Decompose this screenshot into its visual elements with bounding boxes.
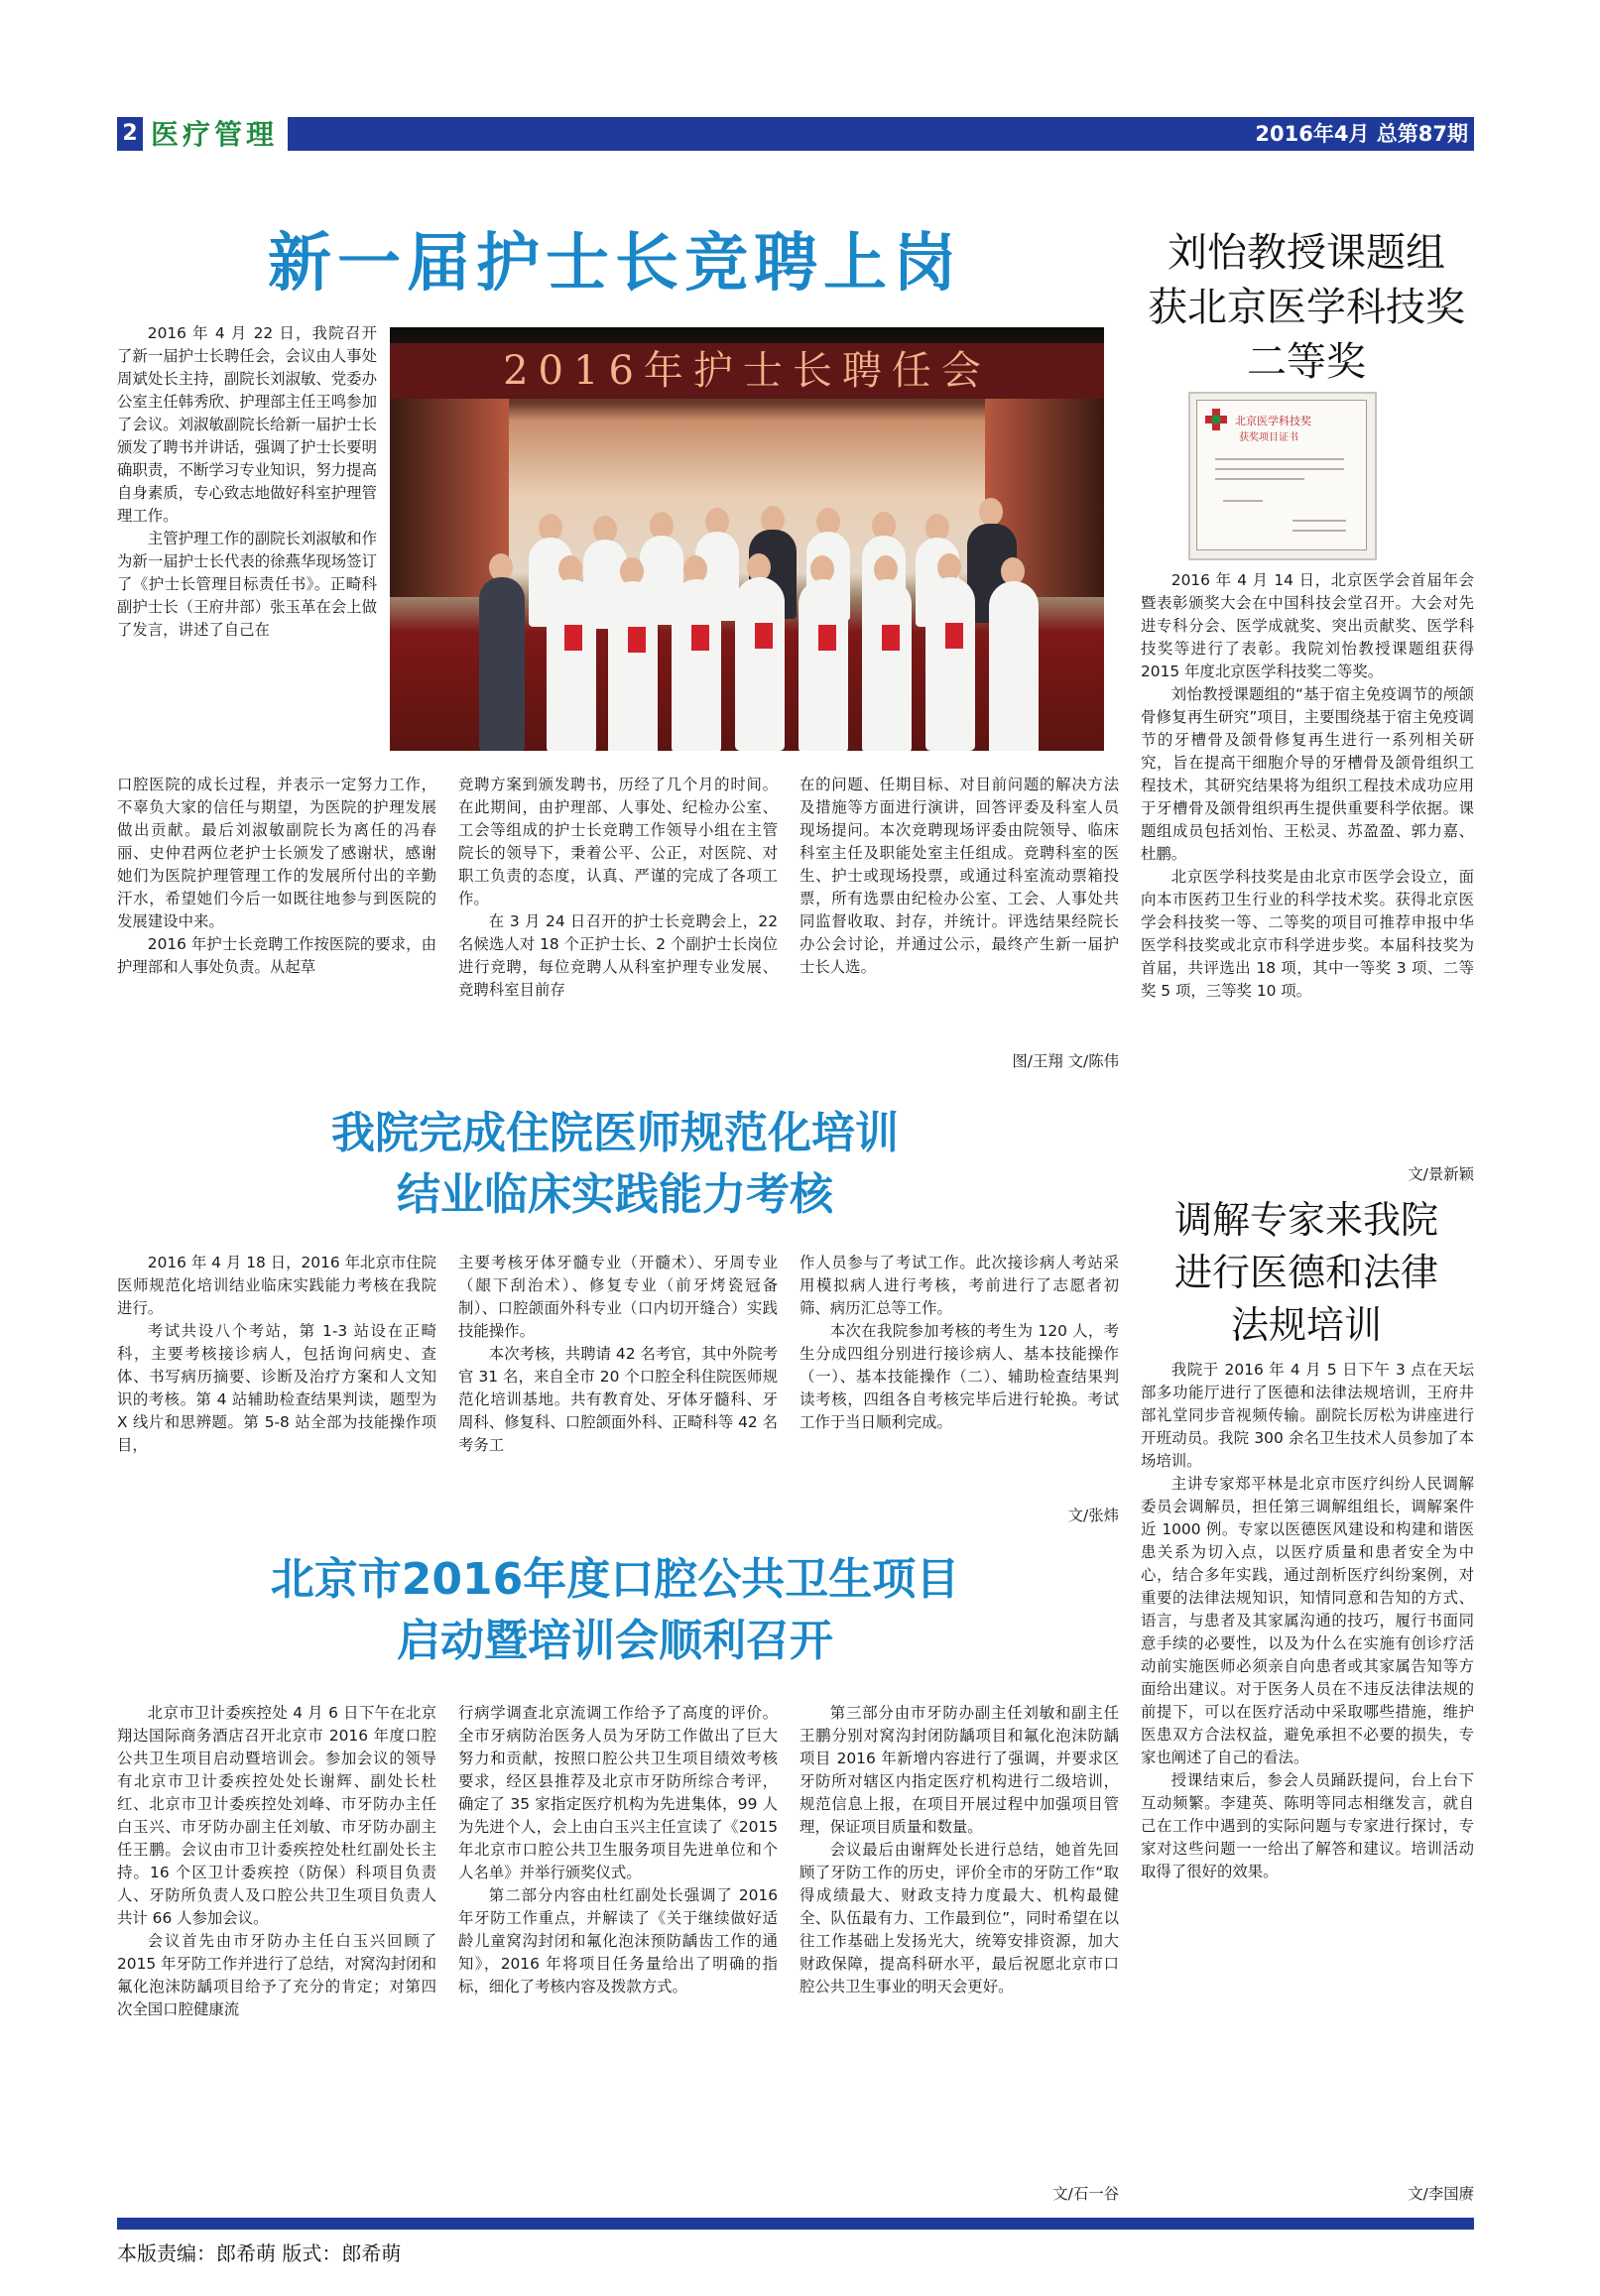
article2-col2 (458, 1252, 778, 1457)
footer-bar (117, 2218, 1474, 2230)
nurse-group-photo (390, 327, 1104, 751)
article3-col2 (458, 1702, 778, 1998)
side2-title (1139, 1194, 1474, 1352)
side1-title (1139, 226, 1474, 390)
article1-col1b (117, 774, 436, 979)
article1-para: 在 3 月 24 日召开的护士长竞聘会上，22 名候选人对 18 个正护士长、2 个副护士长岗位进行竞聘，每位竞聘人从科室护理专业发展、竞聘科室目前存 (458, 912, 778, 999)
article2-para: 主要考核牙体牙髓专业（开髓术）、牙周专业（龈下刮治术）、修复专业（前牙烤瓷冠备制）、口腔颌面外科专业（口内切开缝合）实践技能操作。 (458, 1254, 778, 1340)
article2-credit: 文/张炜 (1067, 1507, 1119, 1524)
article1-para: 在的问题、任期目标、对目前问题的解决方法及措施等方面进行演讲，回答评委及科室人员现场提问。本次竞聘现场评委由院领导、临床科室主任及职能处室主任组成。竞聘科室的医生、护士或现场投票，或通过科室流动票箱投票，所有选票由纪检办公室、工会、人事处共同监督收取、封存，并统计。评选结果经院长办公会讨论，并通过公示，最终产生新一届护士长人选。 (800, 776, 1119, 976)
article3-col1 (117, 1702, 436, 2021)
article3-para: 会议首先由市牙防办主任白玉兴回顾了 2015 年牙防工作并进行了总结，对窝沟封闭和氟化泡沫防龋项目给予了充分的肯定；对第四次全国口腔健康流 (117, 1932, 436, 2018)
side2-para: 授课结束后，参会人员踊跃提问，台上台下互动频繁。李建英、陈明等同志相继发言，就自己在工作中遇到的实际问题与专家进行探讨，专家对这些问题一一给出了解答和建议。培训活动取得了很好的效果。 (1141, 1771, 1474, 1880)
article1-col2 (458, 774, 778, 1002)
article2-title-line: 我院完成住院医师规范化培训 (331, 1108, 899, 1158)
page-number: 2 (122, 121, 138, 146)
side2-title-line: 法规培训 (1230, 1303, 1382, 1347)
article3-para: 北京市卫计委疾控处 4 月 6 日下午在北京翔达国际商务酒店召开北京市 2016 年度口腔公共卫生项目启动暨培训会。参加会议的领导有北京市卫计委疾控处处长谢辉、副处长杜红、北京市卫计委疾控处刘峰、市牙防办主任白玉兴、市牙防办副主任刘敏、市牙防办副主任王鹏。会议由市卫计委疾控处杜红副处长主持。16 个区卫计委疾控（防保）科项目负责人、牙防所负责人及口腔公共卫生项目负责人共计 66 人参加会议。 (117, 1704, 436, 1927)
side2-para: 我院于 2016 年 4 月 5 日下午 3 点在天坛部多功能厅进行了医德和法律法规培训，王府井部礼堂同步音视频传输。副院长厉松为讲座进行开班动员。我院 300 余名卫生技术人员参加了本场培训。 (1141, 1361, 1474, 1470)
article1-para: 竞聘方案到颁发聘书，历经了几个月的时间。在此期间，由护理部、人事处、纪检办公室、工会等组成的护士长竞聘工作领导小组在主管院长的领导下，秉着公平、公正，对医院、对职工负责的态度，认真、严谨的完成了各项工作。 (458, 776, 778, 907)
side2-title-line: 调解专家来我院 (1173, 1198, 1438, 1242)
article3-para: 第二部分内容由杜红副处长强调了 2016 年牙防工作重点，并解读了《关于继续做好适龄儿童窝沟封闭和氟化泡沫预防龋齿工作的通知》，2016 年将项目任务量给出了明确的指标，细化了考核内容及拨款方式。 (458, 1886, 778, 1995)
award-certificate (1196, 400, 1367, 550)
article3-credit: 文/石一谷 (1052, 2185, 1119, 2203)
side1-title-line: 二等奖 (1247, 339, 1366, 385)
article1-title: 新一届护士长竞聘上岗 (268, 227, 962, 301)
article2-para: 2016 年 4 月 18 日，2016 年北京市住院医师规范化培训结业临床实践能力考核在我院进行。 (117, 1254, 436, 1317)
article3-para: 第三部分由市牙防办副主任刘敏和副主任王鹏分别对窝沟封闭防龋项目和氟化泡沫防龋项目 2016 年新增内容进行了强调，并要求区牙防所对辖区内指定医疗机构进行二级培训，规范信息上报，在项目开展过程中加强项目管理，保证项目质量和数量。 (800, 1704, 1119, 1836)
side1-para: 2016 年 4 月 14 日，北京医学会首届年会暨表彰颁奖大会在中国科技会堂召开。大会对先进专科分会、医学成就奖、突出贡献奖、医学科技奖等进行了表彰。我院刘怡教授课题组获得 2015 年度北京医学科技奖二等奖。 (1141, 571, 1474, 680)
article2-para: 作人员参与了考试工作。此次接诊病人考站采用模拟病人进行考核，考前进行了志愿者初筛、病历汇总等工作。 (800, 1254, 1119, 1317)
certificate-subtitle: 获奖项目证书 (1239, 432, 1298, 443)
article3-para: 会议最后由谢辉处长进行总结，她首先回顾了牙防工作的历史，评价全市的牙防工作“取得成绩最大、财政支持力度最大、机构最健全、队伍最有力、工作最到位”，同时希望在以往工作基础上发扬光大，统筹安排资源，加大财政保障，提高科研水平，最后祝愿北京市口腔公共卫生事业的明天会更好。 (800, 1841, 1119, 1995)
article1-para: 2016 年护士长竞聘工作按医院的要求，由护理部和人事处负责。从起草 (117, 935, 436, 976)
article1-credit: 图/王翔 文/陈伟 (1012, 1052, 1119, 1070)
article2-para: 考试共设八个考站，第 1-3 站设在正畸科，主要考核接诊病人，包括询问病史、查体、书写病历摘要、诊断及治疗方案和人文知识的考核。第 4 站辅助检查结果判读，题型为 X 线片和思辨题。第 5-8 站全部为技能操作项目， (117, 1322, 436, 1454)
side1-title-line: 刘怡教授课题组 (1168, 230, 1445, 276)
article2-col3 (800, 1252, 1119, 1434)
article1-col3 (800, 774, 1119, 979)
article1-para: 2016 年 4 月 22 日，我院召开了新一届护士长聘任会，会议由人事处周斌处长主持，副院长刘淑敏、党委办公室主任韩秀欣、护理部主任王鸣参加了会议。刘淑敏副院长给新一届护士长颁发了聘书并讲话，强调了护士长要明确职责，不断学习专业知识，努力提高自身素质，专心致志地做好科室护理管理工作。 (117, 324, 377, 525)
article3-title-line: 北京市2016年度口腔公共卫生项目 (270, 1554, 960, 1605)
photo-banner-text: 2016年护士长聘任会 (503, 348, 991, 394)
article3-para: 行病学调查北京流调工作给予了高度的评价。全市牙病防治医务人员为牙防工作做出了巨大努力和贡献，按照口腔公共卫生项目绩效考核要求，经区县推荐及北京市牙防所综合考评，确定了 35 家指定医疗机构为先进集体，99 人为先进个人，会上由白玉兴主任宣读了《2015 年北京市口腔公共卫生服务项目先进单位和个人名单》并举行颁奖仪式。 (458, 1704, 778, 1881)
side1-title-line: 获北京医学科技奖 (1148, 285, 1465, 330)
side2-para: 主讲专家郑平林是北京市医疗纠纷人民调解委员会调解员，担任第三调解组组长，调解案件近 1000 例。专家以医德医风建设和构建和谐医患关系为切入点，以医疗质量和患者安全为中心，结合多年实践，通过剖析医疗纠纷案例，对重要的法律法规知识，知情同意和告知的方式、语言，与患者及其家属沟通的技巧，履行书面同意手续的必要性，以及为什么在实施有创诊疗活动前实施医师必须亲自向患者或其家属告知等方面给出建议。对于医务人员在不违反法律法规的前提下，可以在医疗活动中采取哪些措施，维护医患双方合法权益，避免承担不必要的损失，专家也阐述了自己的看法。 (1141, 1475, 1474, 1766)
side2-credit: 文/李国赓 (1408, 2185, 1474, 2203)
article2-para: 本次在我院参加考核的考生为 120 人，考生分成四组分别进行接诊病人、基本技能操作（一）、基本技能操作（二）、辅助检查结果判读考核，四组各自考核完毕后进行轮换。考试工作于当日顺利完成。 (800, 1322, 1119, 1431)
certificate-title: 北京医学科技奖 (1235, 415, 1311, 427)
article2-para: 本次考核，共聘请 42 名考官，其中外院考官 31 名，来自全市 20 个口腔全科住院医师规范化培训基地。共有教育处、牙体牙髓科、牙周科、修复科、口腔颌面外科、正畸科等 42 名考务工 (458, 1345, 778, 1454)
side1-body (1141, 569, 1474, 1003)
side2-title-line: 进行医德和法律 (1173, 1251, 1438, 1294)
side1-para: 刘怡教授课题组的“基于宿主免疫调节的颅颌骨修复再生研究”项目，主要围绕基于宿主免疫调节的牙槽骨及颌骨修复再生进行一系列相关研究，旨在提高干细胞介导的牙槽骨及颌骨组织工程技术，其研究结果将为组织工程技术成功应用于牙槽骨及颌骨组织再生提供重要科学依据。课题组成员包括刘怡、王松灵、苏盈盈、郭力嘉、杜鹏。 (1141, 685, 1474, 863)
issue-date: 2016年4月 总第87期 (1255, 122, 1468, 146)
article3-title-line: 启动暨培训会顺利召开 (397, 1616, 833, 1666)
section-title: 医疗管理 (151, 118, 279, 151)
article2-col1 (117, 1252, 436, 1457)
side2-body (1141, 1359, 1474, 1883)
article1-para: 主管护理工作的副院长刘淑敏和作为新一届护士长代表的徐燕华现场签订了《护士长管理目标责任书》。正畸科副护士长（王府井部）张玉革在会上做了发言，讲述了自己在 (117, 530, 377, 639)
article1-para: 口腔医院的成长过程，并表示一定努力工作，不辜负大家的信任与期望，为医院的护理发展做出贡献。最后刘淑敏副院长为离任的冯春丽、史仲君两位老护士长颁发了感谢状，感谢她们为医院护理管理工作的发展所付出的辛勤汗水，希望她们今后一如既往地参与到医院的发展建设中来。 (117, 776, 436, 930)
article3-col3 (800, 1702, 1119, 1998)
cross-logo-icon (1203, 407, 1229, 432)
article3-title (179, 1549, 1051, 1672)
side1-credit: 文/景新颖 (1408, 1165, 1474, 1183)
article1-col1a (117, 322, 377, 642)
side1-para: 北京医学科技奖是由北京市医学会设立，面向本市医药卫生行业的科学技术奖。获得北京医学会科技奖一等、二等奖的项目可推荐申报中华医学科技奖或北京市科学进步奖。本届科技奖为首届，共评选出 18 项，其中一等奖 3 项、二等奖 5 项，三等奖 10 项。 (1141, 868, 1474, 1000)
article2-title-line: 结业临床实践能力考核 (397, 1169, 833, 1220)
article2-title (179, 1103, 1051, 1226)
footer-editor: 本版责编：郎希萌 版式：郎希萌 (117, 2241, 402, 2265)
